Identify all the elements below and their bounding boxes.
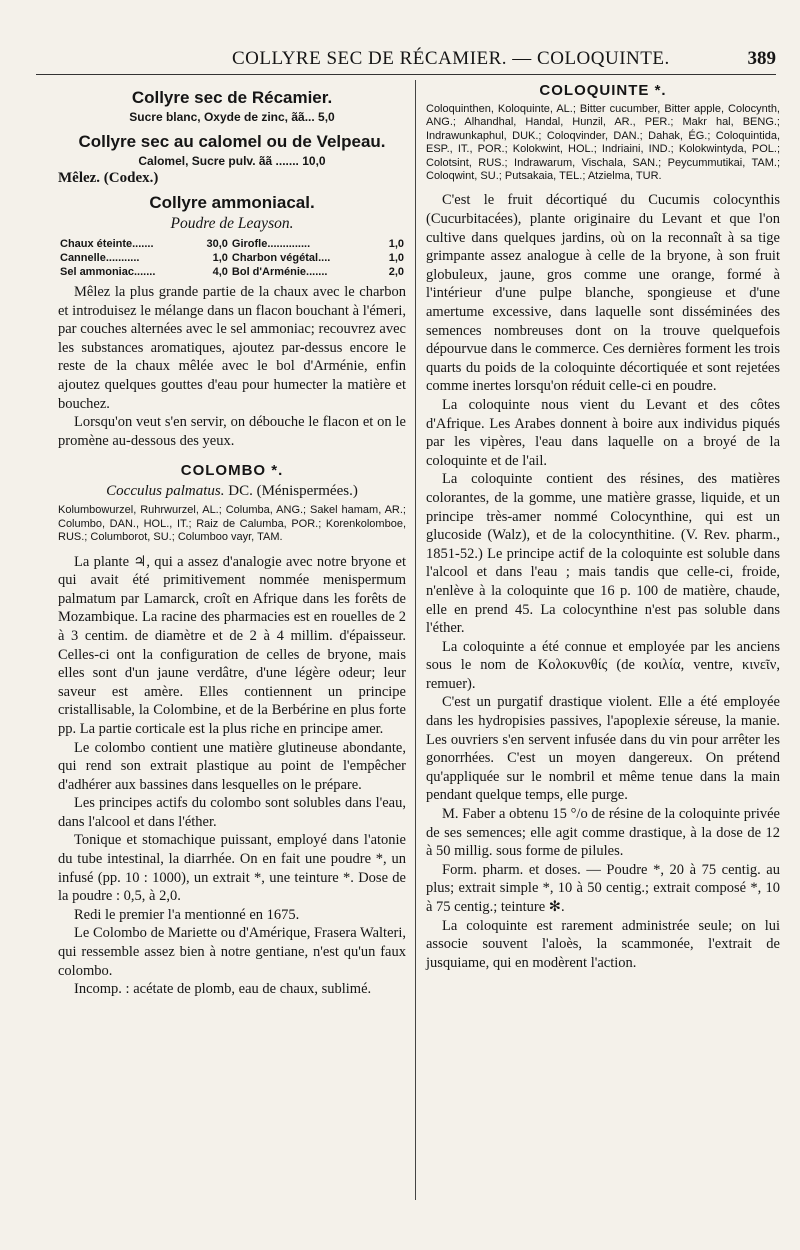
paragraph: La coloquinte a été connue et employée par les anciens sous le nom de Κολοκυνθίς (de κοιλία, ventre, κινεῖν, remuer).	[426, 638, 780, 692]
right-column	[426, 80, 780, 972]
paragraph: Incomp. : acétate de plomb, eau de chaux, sublimé.	[74, 981, 372, 998]
heading-collyre-ammoniacal: Collyre ammoniacal.	[149, 193, 315, 212]
page-number: 389	[747, 48, 776, 69]
table-row	[58, 265, 406, 279]
family-name: DC. (Ménispermées.)	[224, 483, 358, 500]
ingredient-name: Sel ammoniac.......	[60, 266, 156, 278]
paragraph: Lorsqu'on veut s'en servir, on débouche le flacon et on le promène au-dessous des yeux.	[58, 414, 406, 449]
paragraph: La coloquinte contient des résines, des matières colorantes, de la gomme, une matière grasse, liquide, et un principe très-amer nommé Colocynthine, qui est un glucoside (Walz), et de la colocynthitine. (V. Rev. pharm., 1851-52.) Le principe actif de la coloquinte est soluble dans l'alcool et dans l'eau ; mais tandis que celle-ci, froide, n'enlève à la coloquinte que 16 p. 100 de matière, chaude, elle en prend 45. La colocynthine n'est pas soluble dans l'éther.	[426, 471, 780, 637]
running-title: COLLYRE SEC DE RÉCAMIER. — COLOQUINTE.	[232, 48, 670, 69]
paragraph: C'est un purgatif drastique violent. Elle a été employée dans les hydropisies passives, l'apoplexie séreuse, la manie. Les ouvriers s'en servent infusée dans du vin pour arrêter les gonorrhées. C'est un moyen dangereux. On prétend qu'appliquée sur le nombril et même tenue dans la main pendant quelque temps, elle purge.	[426, 694, 780, 804]
synonyms-coloquinte: Coloquinthen, Koloquinte, AL.; Bitter cucumber, Bitter apple, Colocynth, ANG.; Alhandhal, Handal, Hunzil, AR., PER.; Makr hal, BENG.; Indrawunkaphul, DUK.; Coloqvinder, DAN.; Dahak, ÉG.; Coloquintida, ESP., IT., POR.; Kolokwint, HOL.; Indriaini, IND.; Kolokwintyda, POL.; Colotsint, RUS.; Indrawarum, Vischala, SAN.; Peycummutikai, TAM.; Coloqwint, SU.; Putsakaia, TEL.; Atzielma, TUR.	[426, 103, 780, 183]
heading-collyre-velpeau: Collyre sec au calomel ou de Velpeau.	[78, 132, 386, 151]
ingredient-qty: 4,0	[212, 266, 228, 278]
paragraph: La coloquinte nous vient du Levant et des côtes d'Afrique. Les Arabes donnent à boire aux individus piqués par les vipères, l'eau dans laquelle on a broyé de la coloquinte et de l'ail.	[426, 396, 780, 469]
table-row	[58, 237, 406, 251]
paragraph: Redi le premier l'a mentionné en 1675.	[74, 906, 300, 923]
ingredient-qty: 1,0	[388, 252, 404, 264]
ingredient-name: Girofle..............	[231, 238, 311, 250]
paragraph: La coloquinte est rarement administrée seule; on lui associe souvent l'aloès, la scammonée, l'extrait de jusquiame, qui en modèrent l'action.	[426, 917, 780, 971]
subtitle-leayson: Poudre de Leayson.	[170, 215, 294, 232]
paragraph: Form. pharm. et doses. — Poudre *, 20 à 75 centig. au plus; extrait simple *, 10 à 50 centig.; extrait composé *, 10 à 75 centig.; teinture ✻.	[426, 861, 780, 915]
paragraph: La plante ♃, qui a assez d'analogie avec notre bryone et qui avait été primitivement nommée menispermum palmatum par Lamarck, croît en Afrique dans les forêts de Mozambique. La racine des pharmacies est en rouelles de 2 à 3 centim. de diamètre et de 2 à 4 millim. d'épaisseur. Celles-ci ont la configuration de celles de bryone, mais elles sont d'un jaune verdâtre, d'une légère odeur; leur saveur est amère. Elles contiennent un principe cristallisable, la Colombine, et de la Berbérine en plus forte pp. La partie corticale est la plus riche en principe amer.	[58, 553, 406, 737]
ingredient-name: Chaux éteinte.......	[60, 238, 154, 250]
paragraph: C'est le fruit décortiqué du Cucumis colocynthis (Cucurbitacées), plante originaire du Levant et que l'on cultive dans quelques jardins, où on la reconnaît à sa tige grimpante assez analogue à celle de la bryone, à son fruit globuleux, jaune, gros comme une orange, formé à l'intérieur d'une pulpe blanche, spongieuse et d'une amertume excessive, dans laquelle sont disséminées des semences nombreuses dont on la trouve quelquefois dépourvue dans le commerce. Ces dernières forment les trois quarts du poids de la coloquinte décortiquée et sont rejetées comme inertes lorsqu'on réduit celle-ci en poudre.	[426, 192, 780, 395]
recipe-velpeau: Calomel, Sucre pulv. ãã ....... 10,0	[138, 154, 326, 168]
ingredient-qty: 2,0	[388, 266, 404, 278]
heading-coloquinte: COLOQUINTE *.	[539, 82, 667, 99]
botanical-name	[58, 483, 406, 500]
heading-colombo: COLOMBO *.	[180, 462, 284, 480]
synonyms-colombo: Kolumbowurzel, Ruhrwurzel, AL.; Columba, ANG.; Sakel hamam, AR.; Columbo, DAN., HOL., IT.; Raiz de Calumba, POR.; Korenkolomboe, RUS.; Columborot, SU.; Columboo vayr, TAM.	[58, 504, 406, 544]
paragraph: Les principes actifs du colombo sont solubles dans l'eau, dans l'alcool et dans l'éther.	[58, 795, 406, 830]
paragraph: Le colombo contient une matière glutineuse abondante, qui rend son extrait plastique au point de l'empêcher d'adhérer aux bassines dans lesquelles on le prépare.	[58, 739, 406, 793]
paragraph: Mêlez la plus grande partie de la chaux avec le charbon et introduisez le mélange dans un flacon bouchant à l'émeri, par couches alternées avec le sel ammoniac; recouvrez avec les substances aromatiques, ajoutez par-dessus encore le reste de la chaux mêlée avec le bol d'Arménie, enfin ajoutez quelques gouttes d'eau pour humecter la matière et bouchez.	[58, 284, 406, 412]
ingredient-qty: 30,0	[206, 238, 228, 250]
table-row	[58, 251, 406, 265]
melez-codex: Mêlez. (Codex.)	[58, 170, 159, 186]
ingredient-name: Charbon végétal....	[231, 252, 331, 264]
heading-collyre-recamier: Collyre sec de Récamier.	[131, 88, 333, 107]
ingredient-name: Bol d'Arménie.......	[231, 266, 328, 278]
recipe-recamier: Sucre blanc, Oxyde de zinc, ãã... 5,0	[129, 110, 335, 124]
paragraph: Le Colombo de Mariette ou d'Amérique, Frasera Walteri, qui ressemble assez bien à notre gentiane, n'est qu'un faux colombo.	[58, 925, 406, 979]
ingredient-qty: 1,0	[212, 252, 228, 264]
ingredients-table	[58, 237, 406, 279]
ingredient-qty: 1,0	[388, 238, 404, 250]
running-head	[36, 48, 776, 75]
paragraph: Tonique et stomachique puissant, employé dans l'atonie du tube intestinal, la diarrhée. On en fait une poudre *, un infusé (pp. 10 : 1000), un extrait *, une teinture *. Dose de la poudre : 0,5, à 2,0.	[58, 832, 406, 905]
latin-name: Cocculus palmatus.	[106, 483, 225, 500]
paragraph: M. Faber a obtenu 15 °/o de résine de la coloquinte privée de ses semences; elle agit comme drastique, à la dose de 12 à 50 millig. sous forme de pilules.	[426, 806, 780, 860]
left-column	[58, 80, 406, 999]
column-divider	[415, 80, 416, 1200]
ingredient-name: Cannelle...........	[60, 252, 140, 264]
